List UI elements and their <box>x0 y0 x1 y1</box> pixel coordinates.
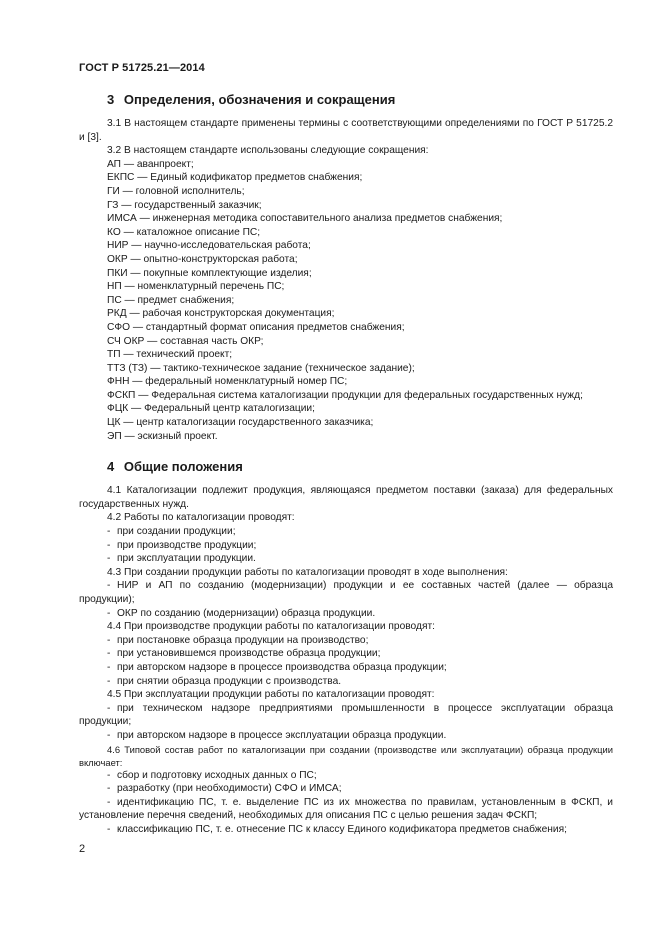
section-number: 4 <box>107 459 115 475</box>
list-item-text: идентификацию ПС, т. е. выделение ПС из их множества по правилам, установленным в ФСКП, и установление перечня сведений, необходимых для описания ПС с целью решения задач ФСКП; <box>79 796 613 822</box>
abbreviation-item: ТТЗ (ТЗ) — тактико-техническое задание (техническое задание); <box>107 362 415 374</box>
abbreviation-item: ПКИ — покупные комплектующие изделия; <box>107 267 312 279</box>
document-body <box>79 92 613 837</box>
abbreviation-list <box>79 158 613 443</box>
abbreviation-item: РКД — рабочая конструкторская документация; <box>107 308 335 320</box>
list-item-text: разработку (при необходимости) СФО и ИМСА; <box>117 783 342 795</box>
abbreviation-item: ПС — предмет снабжения; <box>107 294 235 306</box>
paragraph-4-2: 4.2 Работы по каталогизации проводят: <box>107 512 295 524</box>
list-item-text: при создании продукции; <box>117 526 236 538</box>
list-item-text: при производстве продукции; <box>117 539 257 551</box>
list-item <box>79 782 613 796</box>
abbreviation-item: АП — аванпроект; <box>107 158 194 170</box>
abbreviation-item: ГЗ — государственный заказчик; <box>107 199 262 211</box>
dash-marker: - <box>107 580 111 592</box>
list-item <box>79 823 613 837</box>
abbreviation-item: ФЦК — Федеральный центр каталогизации; <box>107 403 315 415</box>
list-item-text: ОКР по созданию (модернизации) образца продукции. <box>117 607 376 619</box>
paragraph-3-1: 3.1 В настоящем стандарте применены термины с соответствующими определениями по ГОСТ Р 51725.2 и [3]. <box>79 118 613 143</box>
list-4-3 <box>79 579 613 620</box>
dash-marker: - <box>107 553 111 565</box>
list-item <box>79 729 613 743</box>
abbreviation-item: СФО — стандартный формат описания предметов снабжения; <box>107 321 405 333</box>
section-4-heading <box>107 459 613 475</box>
dash-marker: - <box>107 539 111 551</box>
dash-marker: - <box>107 607 111 619</box>
abbreviation-item: ФНН — федеральный номенклатурный номер ПС; <box>107 376 348 388</box>
list-item <box>79 702 613 729</box>
list-item <box>79 796 613 823</box>
dash-marker: - <box>107 729 111 741</box>
list-item-text: классификацию ПС, т. е. отнесение ПС к классу Единого кодификатора предметов снабжения; <box>117 823 567 835</box>
paragraph-3-2: 3.2 В настоящем стандарте использованы следующие сокращения: <box>107 145 429 157</box>
abbreviation-item: ЦК — центр каталогизации государственного заказчика; <box>107 417 374 429</box>
list-4-5 <box>79 702 613 743</box>
list-item <box>79 634 613 648</box>
list-item <box>79 539 613 553</box>
dash-marker: - <box>107 648 111 660</box>
list-item <box>79 552 613 566</box>
list-item-text: при установившемся производстве образца продукции; <box>117 648 381 660</box>
dash-marker: - <box>107 526 111 538</box>
list-item <box>79 769 613 783</box>
abbreviation-item: ОКР — опытно-конструкторская работа; <box>107 253 298 265</box>
list-item <box>79 525 613 539</box>
list-item-text: при постановке образца продукции на производство; <box>117 634 369 646</box>
dash-marker: - <box>107 661 111 673</box>
paragraph-4-1: 4.1 Каталогизации подлежит продукция, являющаяся предметом поставки (заказа) для федеральных государственных нужд. <box>79 485 613 510</box>
list-4-6 <box>79 769 613 837</box>
section-title-text: Определения, обозначения и сокращения <box>123 92 396 107</box>
dash-marker: - <box>107 702 111 714</box>
dash-marker: - <box>107 823 111 835</box>
list-item-text: при эксплуатации продукции. <box>117 553 256 565</box>
section-3-heading <box>107 92 613 108</box>
list-item <box>79 675 613 689</box>
document-header: ГОСТ Р 51725.21—2014 <box>79 62 205 74</box>
list-item <box>79 607 613 621</box>
dash-marker: - <box>107 634 111 646</box>
list-item-text: сбор и подготовку исходных данных о ПС; <box>117 769 317 781</box>
list-4-2 <box>79 525 613 566</box>
list-item-text: при авторском надзоре в процессе производства образца продукции; <box>117 661 447 673</box>
abbreviation-item: КО — каталожное описание ПС; <box>107 226 261 238</box>
abbreviation-item: ГИ — головной исполнитель; <box>107 185 245 197</box>
page-number: 2 <box>79 843 86 855</box>
list-item-text: при авторском надзоре в процессе эксплуатации образца продукции. <box>117 729 447 741</box>
paragraph-4-6: 4.6 Типовой состав работ по каталогизации при создании (производстве или эксплуатации) образца продукции включает: <box>79 743 613 768</box>
abbreviation-item: НП — номенклатурный перечень ПС; <box>107 281 285 293</box>
list-item-text: при техническом надзоре предприятиями промышленности в процессе эксплуатации образца продукции; <box>79 702 613 728</box>
dash-marker: - <box>107 796 111 808</box>
dash-marker: - <box>107 769 111 781</box>
list-item-text: при снятии образца продукции с производства. <box>117 675 342 687</box>
paragraph-4-5: 4.5 При эксплуатации продукции работы по каталогизации проводят: <box>107 689 435 701</box>
abbreviation-item: ФСКП — Федеральная система каталогизации продукции для федеральных государственных нужд; <box>107 389 583 401</box>
abbreviation-item: ИМСА — инженерная методика сопоставительного анализа предметов снабжения; <box>107 213 503 225</box>
abbreviation-item: ЭП — эскизный проект. <box>107 430 218 442</box>
list-item <box>79 661 613 675</box>
paragraph-4-3: 4.3 При создании продукции работы по каталогизации проводят в ходе выполнения: <box>107 566 508 578</box>
section-title-text: Общие положения <box>123 459 243 475</box>
dash-marker: - <box>107 783 111 795</box>
abbreviation-item: ЕКПС — Единый кодификатор предметов снабжения; <box>107 172 363 184</box>
list-item <box>79 647 613 661</box>
list-item-text: НИР и АП по созданию (модернизации) продукции и ее составных частей (далее — образца продукции); <box>79 580 613 605</box>
list-item <box>79 579 613 606</box>
abbreviation-item: НИР — научно-исследовательская работа; <box>107 240 311 252</box>
list-4-4 <box>79 634 613 688</box>
section-number: 3 <box>107 92 115 107</box>
abbreviation-item: ТП — технический проект; <box>107 349 233 361</box>
dash-marker: - <box>107 675 111 687</box>
paragraph-4-4: 4.4 При производстве продукции работы по каталогизации проводят: <box>107 621 435 633</box>
abbreviation-item: СЧ ОКР — составная часть ОКР; <box>107 335 264 347</box>
